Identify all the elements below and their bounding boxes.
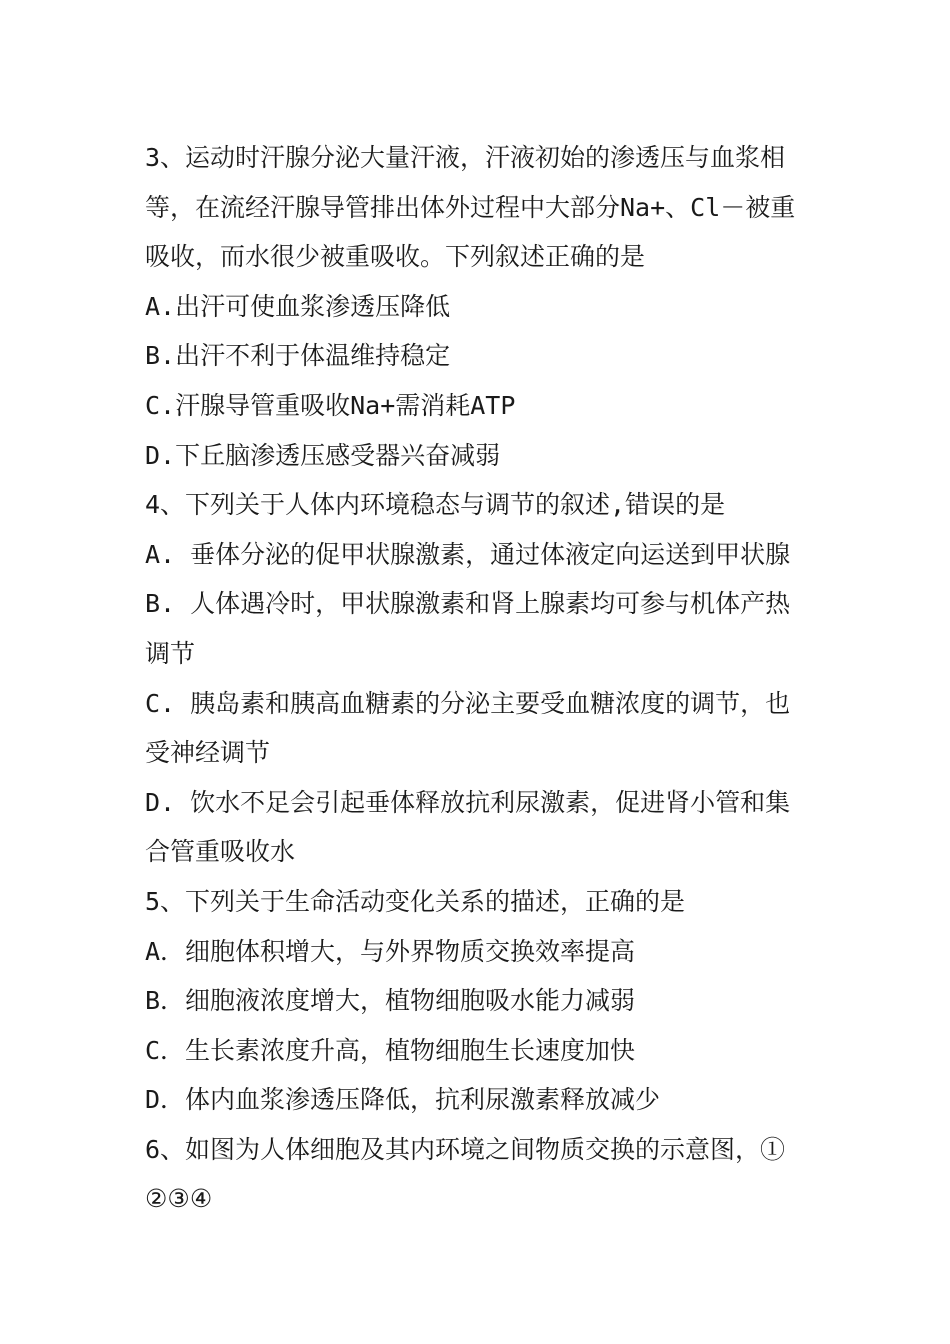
q4-option-b-line-2: 调节	[145, 638, 196, 668]
q5-option-c: C．生长素浓度升高，植物细胞生长速度加快	[145, 1035, 636, 1065]
q5-option-d: D．体内血浆渗透压降低，抗利尿激素释放减少	[145, 1085, 661, 1115]
question-text-block	[145, 133, 810, 1224]
q3-option-c: C.汗腺导管重吸收Na+需消耗ATP	[145, 390, 516, 420]
q4-option-d-line-1: D. 饮水不足会引起垂体释放抗利尿激素，促进肾小管和集	[145, 787, 791, 817]
q4-option-b-line-1: B. 人体遇冷时，甲状腺激素和肾上腺素均可参与机体产热	[145, 589, 791, 619]
q6-stem-line-2: ②③④	[145, 1184, 213, 1214]
q6-stem-line-1: 6、如图为人体细胞及其内环境之间物质交换的示意图，①	[145, 1134, 786, 1164]
q4-option-c-line-2: 受神经调节	[145, 738, 271, 768]
q3-stem-line-2: 等，在流经汗腺导管排出体外过程中大部分Na+、Cl－被重	[145, 192, 796, 222]
q3-option-d: D.下丘脑渗透压感受器兴奋减弱	[145, 440, 501, 470]
q4-option-a: A. 垂体分泌的促甲状腺激素，通过体液定向运送到甲状腺	[145, 539, 791, 569]
q4-stem: 4、下列关于人体内环境稳态与调节的叙述,错误的是	[145, 490, 726, 520]
q5-stem: 5、下列关于生命活动变化关系的描述，正确的是	[145, 886, 686, 916]
q3-stem-line-3: 吸收，而水很少被重吸收。下列叙述正确的是	[145, 242, 646, 272]
q3-stem-line-1: 3、运动时汗腺分泌大量汗液，汗液初始的渗透压与血浆相	[145, 143, 786, 172]
q5-option-a: A．细胞体积增大，与外界物质交换效率提高	[145, 936, 636, 966]
q4-option-d-line-2: 合管重吸收水	[145, 837, 296, 867]
q3-option-a: A.出汗可使血浆渗透压降低	[145, 291, 451, 321]
q5-option-b: B．细胞液浓度增大，植物细胞吸水能力减弱	[145, 986, 636, 1016]
q4-option-c-line-1: C. 胰岛素和胰高血糖素的分泌主要受血糖浓度的调节，也	[145, 688, 791, 718]
q3-option-b: B.出汗不利于体温维持稳定	[145, 341, 451, 371]
